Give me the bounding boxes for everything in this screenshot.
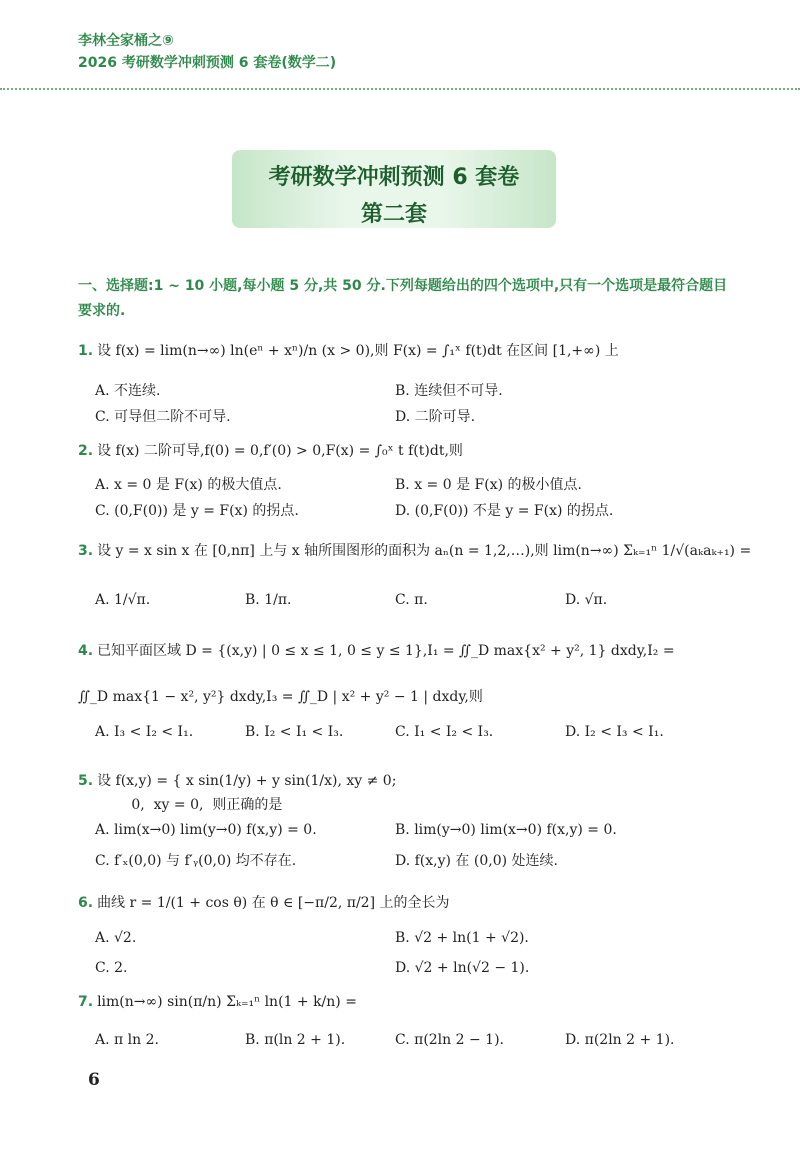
option-b: B. lim(y→0) lim(x→0) f(x,y) = 0. xyxy=(395,822,617,838)
option-b: B. π(ln 2 + 1). xyxy=(245,1032,346,1048)
question-stem: 设 y = x sin x 在 [0,nπ] 上与 x 轴所围图形的面积为 aₙ(n = 1,2,…),则 lim(n→∞) Σₖ₌₁ⁿ 1/√(aₖaₖ₊₁) = xyxy=(97,543,752,559)
option-b: B. x = 0 是 F(x) 的极小值点. xyxy=(395,477,582,493)
option-b: B. 1/π. xyxy=(245,592,292,608)
title-banner xyxy=(232,150,556,228)
option-d: D. √π. xyxy=(565,592,608,608)
book-title: 2026 考研数学冲刺预测 6 套卷(数学二) xyxy=(78,55,337,71)
question-stem: 设 f(x,y) = { x sin(1/y) + y sin(1/x), xy ≠ 0; xyxy=(97,773,397,789)
option-c: C. f′ₓ(0,0) 与 f′ᵧ(0,0) 均不存在. xyxy=(95,853,297,869)
option-a: A. 1/√π. xyxy=(95,592,151,608)
question-2 xyxy=(78,440,728,460)
option-c: C. I₁ < I₂ < I₃. xyxy=(395,724,494,740)
option-a: A. π ln 2. xyxy=(95,1032,159,1048)
question-5-line2: 0, xy = 0, 则正确的是 xyxy=(78,797,283,813)
question-stem: 设 f(x) = lim(n→∞) ln(eⁿ + xⁿ)/n (x > 0),则 F(x) = ∫₁ˣ f(t)dt 在区间 [1,+∞) 上 xyxy=(97,343,619,359)
option-d: D. (0,F(0)) 不是 y = F(x) 的拐点. xyxy=(395,503,614,519)
option-a: A. 不连续. xyxy=(95,383,161,399)
question-1 xyxy=(78,340,728,360)
question-stem: lim(n→∞) sin(π/n) Σₖ₌₁ⁿ ln(1 + k/n) = xyxy=(97,994,357,1010)
page-subtitle: 第二套 xyxy=(360,202,427,227)
option-d: D. f(x,y) 在 (0,0) 处连续. xyxy=(395,853,558,869)
header-divider xyxy=(0,88,800,90)
option-c: C. 可导但二阶不可导. xyxy=(95,409,231,425)
question-5 xyxy=(78,770,728,790)
question-6 xyxy=(78,892,728,912)
question-number: 3. xyxy=(78,543,94,559)
question-number: 4. xyxy=(78,643,94,659)
question-stem: 曲线 r = 1/(1 + cos θ) 在 θ ∈ [−π/2, π/2] 上的全长为 xyxy=(97,895,450,911)
option-b: B. I₂ < I₁ < I₃. xyxy=(245,724,344,740)
option-d: D. √2 + ln(√2 − 1). xyxy=(395,960,530,976)
question-number: 6. xyxy=(78,895,94,911)
question-number: 7. xyxy=(78,994,94,1010)
option-d: D. I₂ < I₃ < I₁. xyxy=(565,724,664,740)
question-7 xyxy=(78,994,728,1010)
question-4 xyxy=(78,640,728,660)
question-stem: 设 f(x) 二阶可导,f(0) = 0,f′(0) > 0,F(x) = ∫₀ˣ t f(t)dt,则 xyxy=(97,443,463,459)
option-a: A. I₃ < I₂ < I₁. xyxy=(95,724,194,740)
option-a: A. x = 0 是 F(x) 的极大值点. xyxy=(95,477,282,493)
question-stem: 已知平面区域 D = {(x,y) | 0 ≤ x ≤ 1, 0 ≤ y ≤ 1},I₁ = ∬_D max{x² + y², 1} dxdy,I₂ = xyxy=(97,643,675,659)
page-number: 6 xyxy=(88,1070,100,1090)
series-title: 李林全家桶之⑨ xyxy=(78,33,174,49)
option-d: D. 二阶可导. xyxy=(395,409,476,425)
option-c: C. (0,F(0)) 是 y = F(x) 的拐点. xyxy=(95,503,299,519)
option-b: B. √2 + ln(1 + √2). xyxy=(395,930,529,946)
option-a: A. √2. xyxy=(95,930,137,946)
question-3 xyxy=(78,540,752,560)
option-c: C. 2. xyxy=(95,960,128,976)
section-instructions: 一、选择题:1 ~ 10 小题,每小题 5 分,共 50 分.下列每题给出的四个选项中,只有一个选项是最符合题目要求的. xyxy=(78,278,728,319)
option-b: B. 连续但不可导. xyxy=(395,383,503,399)
question-number: 2. xyxy=(78,443,94,459)
option-c: C. π(2ln 2 − 1). xyxy=(395,1032,504,1048)
page-title: 考研数学冲刺预测 6 套卷 xyxy=(268,165,520,190)
option-a: A. lim(x→0) lim(y→0) f(x,y) = 0. xyxy=(95,822,317,838)
running-header xyxy=(78,30,336,74)
option-c: C. π. xyxy=(395,592,428,608)
question-4-line2: ∬_D max{1 − x², y²} dxdy,I₃ = ∬_D | x² + y² − 1 | dxdy,则 xyxy=(78,689,483,705)
option-d: D. π(2ln 2 + 1). xyxy=(565,1032,675,1048)
question-number: 1. xyxy=(78,343,94,359)
question-number: 5. xyxy=(78,773,94,789)
